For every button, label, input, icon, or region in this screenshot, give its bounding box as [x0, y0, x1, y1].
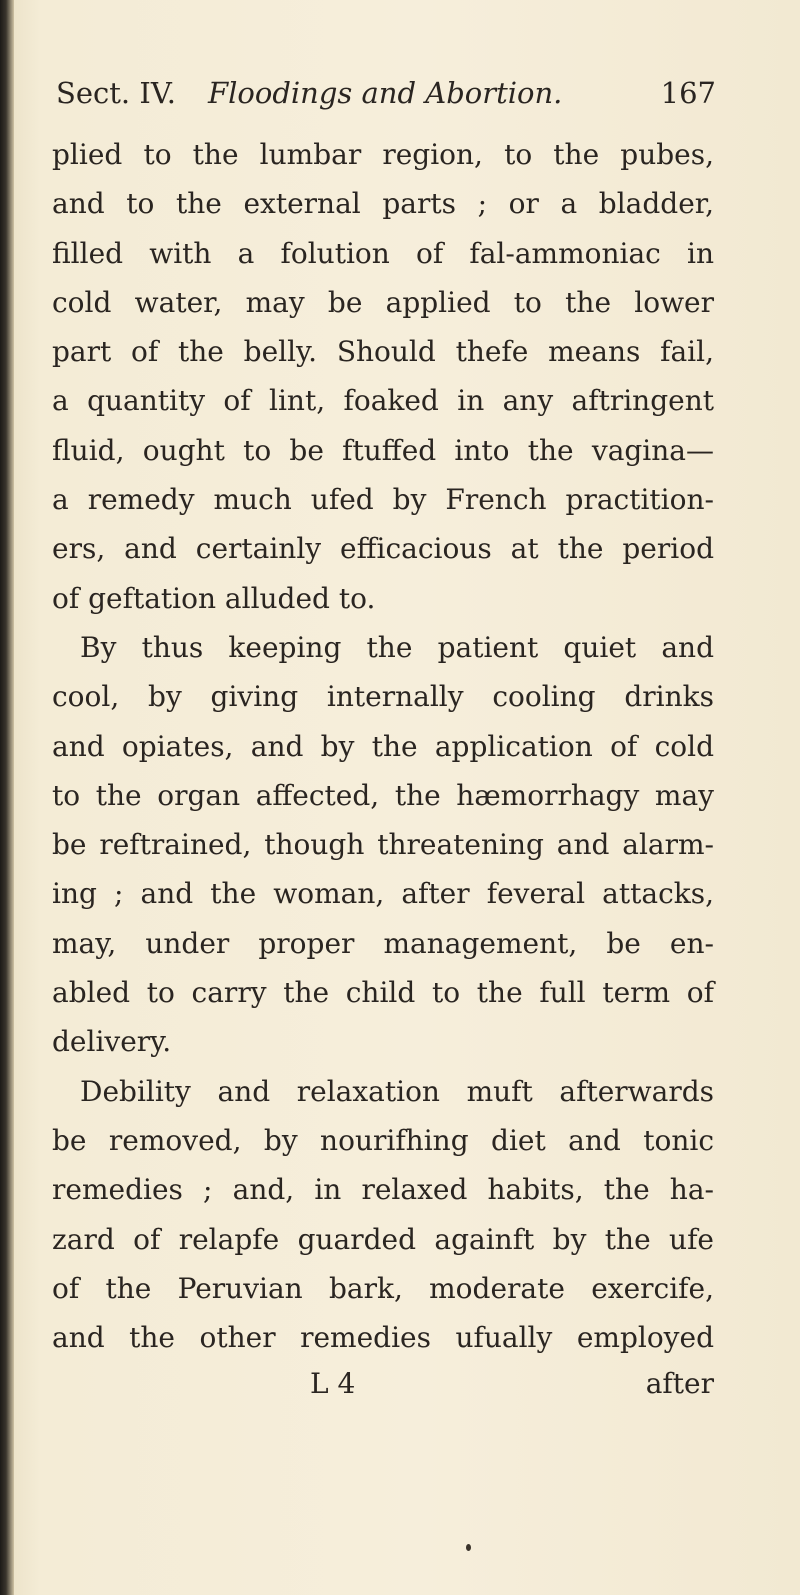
chapter-title: Floodings and Abortion. — [208, 76, 563, 110]
text-line: part of the belly. Should thefe means fail, — [52, 335, 714, 369]
section-label: Sect. IV. — [56, 76, 176, 110]
text-line: abled to carry the child to the full term of — [52, 976, 714, 1010]
paragraph-start-line: By thus keeping the patient quiet and — [80, 630, 714, 664]
text-line: and opiates, and by the application of cold — [52, 729, 714, 763]
text-line: delivery. — [52, 1025, 172, 1059]
text-line: be removed, by nourifhing diet and tonic — [52, 1123, 714, 1157]
text-line: cold water, may be applied to the lower — [52, 285, 714, 319]
text-line: of the Peruvian bark, moderate exercife, — [52, 1271, 714, 1305]
catchword: after — [645, 1367, 714, 1400]
text-line: be reftrained, though threatening and alarm- — [52, 828, 714, 862]
text-line: and the other remedies ufually employed — [52, 1321, 714, 1355]
text-line: cool, by giving internally cooling drinks — [52, 680, 714, 714]
text-line: ing ; and the woman, after feveral attacks, — [52, 877, 714, 911]
page-number: 167 — [660, 76, 716, 110]
paragraph-start-line: Debility and relaxation muft afterwards — [80, 1074, 714, 1108]
body-text — [52, 130, 714, 1362]
text-line: remedies ; and, in relaxed habits, the ha- — [52, 1173, 714, 1207]
text-line: to the organ affected, the hæmorrhagy may — [52, 778, 714, 812]
text-line: ers, and certainly efficacious at the period — [52, 532, 714, 566]
page-footer — [52, 1362, 714, 1406]
text-line: zard of relapfe guarded againft by the ufe — [52, 1222, 714, 1256]
text-line: plied to the lumbar region, to the pubes, — [52, 138, 714, 171]
ink-speck — [466, 1544, 471, 1551]
text-line: of geftation alluded to. — [52, 581, 376, 615]
text-line: and to the external parts ; or a bladder, — [52, 187, 714, 221]
text-line: filled with a folution of fal-ammoniac in — [52, 236, 714, 270]
signature-mark: L 4 — [310, 1367, 356, 1400]
text-line: a remedy much ufed by French practition- — [52, 483, 714, 517]
binding-gutter — [0, 0, 14, 1595]
text-line: fluid, ought to be ftuffed into the vagina— — [52, 433, 714, 467]
text-line: may, under proper management, be en- — [52, 926, 714, 960]
text-line: a quantity of lint, foaked in any aftringent — [52, 384, 714, 418]
running-head — [56, 76, 716, 116]
